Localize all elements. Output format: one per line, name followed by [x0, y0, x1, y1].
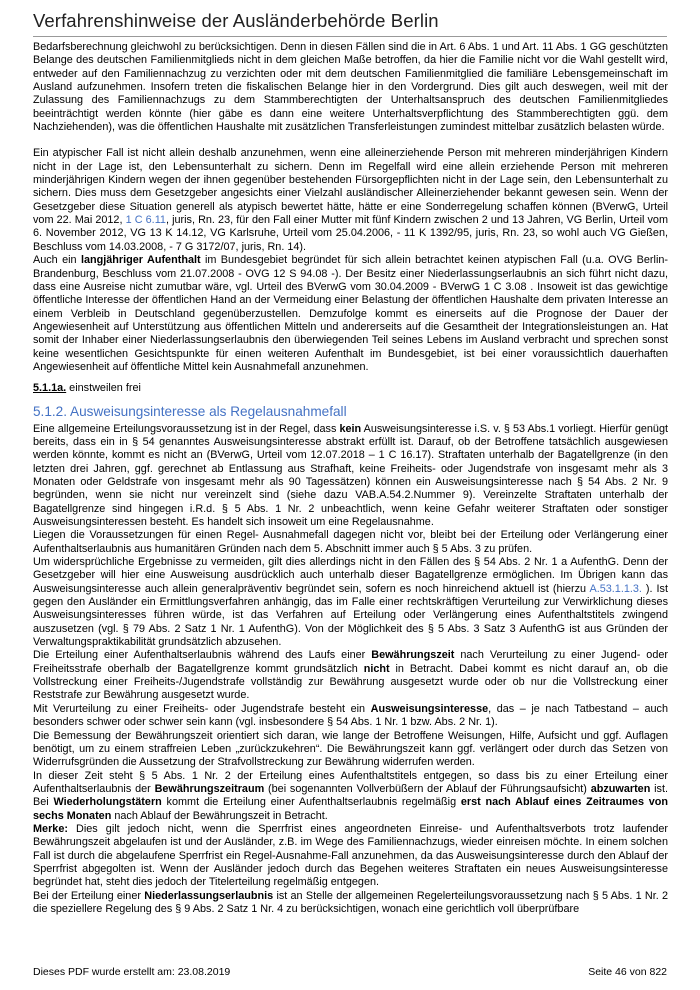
text: , das – je nach Tatbestand – auch besonders schwer oder schwer sein kann (vgl. insbesondere § 54 Abs. 1 Nr. 1 bzw. Abs. 2 Nr. 1). — [33, 702, 668, 729]
page-header — [33, 10, 667, 37]
section-text: einstweilen frei — [66, 382, 141, 395]
text: Eine allgemeine Erteilungsvoraussetzung ist in der Regel, dass — [33, 422, 340, 435]
paragraph-widersprueche — [33, 556, 668, 649]
paragraph-in-dieser-zeit — [33, 770, 668, 823]
text: Mit Verurteilung zu einer Freiheits- oder Jugendstrafe besteht ein — [33, 702, 371, 715]
text: Um widersprüchliche Ergebnisse zu vermeiden, gilt dies allerdings nicht in den Fällen des § 54 Abs. 2 Nr. 1 a AufenthG. Denn der Gesetzgeber will hier eine Ausweisung ausdrücklich auch unterhalb dieser Bagatellgrenze ermöglichen. Im Übrigen kann das Ausweisungsinteresse auch allein generalpräventiv begründet sein, sofern es noch hinreichend aktuell ist (hierzu — [33, 556, 668, 595]
text: Dies gilt jedoch nicht, wenn die Sperrfrist eines angeordneten Einreise- und Aufenthaltsverbots trotz laufender Bewährungszeit abgelaufen ist und der Ausländer, z.B. im Wege des Familiennachzugs, wieder einreisen möchte. In einem solchen Fall ist durch die abgelaufene Sperrfrist ein Regel-Ausnahme-Fall anzunehmen, da das Ausweisungsinteresse durch den Ablauf der Sperrfrist abgegolten ist. Wenn der Ausländer jedoch durch das Begehen weiteres Straftaten ein neues Ausweisungsinteresse begründet hat, steht dies jedoch der Titelerteilung regelmäßig entgegen. — [33, 822, 668, 889]
text: Bei der Erteilung einer — [33, 889, 145, 902]
paragraph-atypischer-fall — [33, 147, 668, 254]
emphasis: Niederlassungserlaubnis — [144, 889, 274, 902]
emphasis: erst nach Ablauf eines Zeitraumes von sechs Monaten — [33, 796, 669, 822]
footer-page-number: Seite 46 von 822 — [588, 966, 667, 978]
text: (bei sogenannten Vollverbüßern der Ablauf der Führungsaufsicht) — [264, 782, 591, 795]
paragraph-bemessung: Die Bemessung der Bewährungszeit orientiert sich daran, wie lange der Betroffene Weisungen, Hilfe, Aufsicht und ggf. Auflagen benötigt, um zu einem straffreien Leben „zurückzukehren“. Die Bewährungszeit kann ggf. verlängert oder durch das Setzen von Widerrufsgründen die Aussetzung der Strafvollstreckung zur Bewährung widerrufen werden. — [33, 729, 668, 769]
paragraph-ausweisungsinteresse — [33, 703, 668, 730]
footer-created-date: Dieses PDF wurde erstellt am: 23.08.2019 — [33, 966, 231, 978]
paragraph-niederlassungserlaubnis — [33, 890, 668, 917]
text: im Bundesgebiet begründet für sich allein betrachtet keinen atypischen Fall (u.a. OVG Berlin-Brandenburg, Beschluss vom 21.07.2008 - OVG 12 S 94.08 -). Der Besitz einer Niederlassungserlaubnis an sich führt nicht dazu, dass eine Ausreise nicht zumutbar wäre, vgl. Urteil des BVerwG vom 30.04.2009 - BVerwG 1 C 3.08 . Insoweit ist das gewichtige öffentliche Interesse der öffentlichen Hand an der Vermeidung einer Belastung der öffentlichen Haushalte dem privaten Interesse an einem Verbleib in Deutschland gegenüberzustellen. Demzufolge kommt es einerseits auf die Prognose der Dauer der Angewiesenheit auf Unterstützung aus öffentlichen Mitteln und andererseits auf die Gesamtheit der Integrationsleistungen an. Hat somit der Inhaber einer Niederlassungserlaubnis den überwiegenden Teil seines Lebens im Ausland verbracht und sprechen sonst keine wesentlichen Gesichtspunkte für einen weiteren Aufenthalt im Bundesgebiet, ist bei einer voraussichtlich dauerhaften Angewiesenheit auf öffentliche Mittel kein Ausnahmefall anzunehmen. — [33, 254, 669, 373]
paragraph-bedarfsberechnung: Bedarfsberechnung gleichwohl zu berücksichtigen. Denn in diesen Fällen sind die in Art. 6 Abs. 1 und Art. 11 Abs. 1 GG geschützten Belange des deutschen Familienmitglieds nicht in dem gleichen Maße betroffen, da hier die Familie nicht vor die Wahl gestellt wird, entweder auf den Familiennachzug zu verzichten oder mit dem deutschen Familienmitglied die familiäre Lebensgemeinschaft im Ausland aufzunehmen. Insofern treten die fiskalischen Belange hier in den Vordergrund. Dies gilt auch deswegen, weil mit der Zulassung des Familiennachzugs zu dem Stammberechtigten der Unterhaltsanspruch des deutschen Familienmitgliedes beeinträchtigt werden könnte (hier gäbe es dann eine weitere Unterhaltsverpflichtung des Stammberechtigten ggü. dem Nachziehenden), was die öffentlichen Haushalte mit zusätzlichen Transferleistungen zumindest mittelbar zusätzlich belasten würde. — [33, 41, 668, 134]
section-heading-512: 5.1.2. Ausweisungsinteresse als Regelausnahmefall — [33, 403, 347, 419]
text: Ausweisungsinteresse i.S. v. § 53 Abs.1 vorliegt. Hierfür genügt bereits, dass ein in § 54 genanntes Ausweisungsinteresse abstrakt erfüllt ist. Darauf, ob der Betroffene tatsächlich ausgewiesen werden könnte, kommt es nicht an (BVerwG, Urteil vom 12.07.2018 – 1 C 16.17). Straftaten unterhalb der Bagatellgrenze (in den letzten drei Jahren, ggf. gerechnet ab Entlassung aus Strafhaft, keine Freiheits- oder Jugendstrafe von insgesamt mehr als 3 Monaten oder Geldstrafe von insgesamt mehr als 90 Tagessätzen) können ein Ausweisungsinteresse nach § 54 Abs. 2 Nr. 9 begründen, wenn sie nicht nur vereinzelt sind (siehe dazu VAB.A.54.2.Nummer 9). Vereinzelte Straftaten unterhalb der Bagatellgrenze sind hingegen i.R.d. § 5 Abs. 1 Nr. 2 unbeachtlich, wenn keine Gefahr weiterer Straftaten oder sonstiger Ausweisungsinteressen besteht. Es handelt sich insoweit um eine Regelausnahme. — [33, 422, 668, 528]
text: Die Erteilung einer Aufenthaltserlaubnis während des Laufs einer — [33, 649, 372, 662]
text: in Betracht. Dabei kommt es nicht darauf an, ob die Vollstreckung einer Freiheits-/Jugendstrafe vollständig zur Bewährung ausgesetzt wurde oder ob nur die Vollstreckung einer Reststrafe zur Bewährung ausgesetzt wurde. — [33, 662, 668, 702]
emphasis: Wiederholungstätern — [53, 796, 162, 809]
emphasis: kein — [339, 422, 362, 435]
text: , juris, Rn. 23, für den Fall einer Mutter mit fünf Kindern zwischen 2 und 13 Jahren, VG Berlin, Urteil vom 6. November 2012, VG 13 K 14.12, VG Karlsruhe, Urteil vom 25.04.2006, - 11 K 1392/95, juris, Rn. 23, so wohl auch VG Gießen, Beschluss vom 14.03.2008, - 7 G 3172/07, juris, Rn. 14). — [33, 214, 668, 253]
section-511a — [33, 382, 668, 395]
paragraph-bewaehrungszeit — [33, 649, 668, 702]
text: In dieser Zeit steht § 5 Abs. 1 Nr. 2 der Erteilung eines Aufenthaltstitels entgegen, so dass bis zu einer Erteilung einer Aufenthaltserlaubnis der — [33, 769, 668, 795]
emphasis: Bewährungszeitraum — [154, 782, 265, 795]
text: ist. Bei — [33, 782, 669, 809]
text: ). Ist gegen den Ausländer ein Ermittlungsverfahren anhängig, das im Falle einer rechtskräftigen Verurteilung zur Verwirklichung dieses Ausweisungsinteresses führen würde, ist das Verfahren auf Erteilung oder Verlängerung eines Aufenthaltstitels zwingend auszusetzen (vgl. § 79 Abs. 2 Satz 1 Nr. 1 AufenthG). Von der Möglichkeit des § 5 Abs. 3 Satz 3 AufenthG ist aus Gründen der Verwaltungspraktikabilität grundsätzlich abzusehen. — [33, 582, 668, 649]
page-title: Verfahrenshinweise der Ausländerbehörde Berlin — [33, 10, 439, 31]
link-a53113[interactable]: A.53.1.1.3. — [589, 582, 642, 595]
paragraph-allgemeine-erteilungsvoraussetzung — [33, 423, 668, 530]
text: Ein atypischer Fall ist nicht allein deshalb anzunehmen, wenn eine alleinerziehende Person mit mehreren minderjährigen Kindern nicht in der Lage ist, den Lebensunterhalt zu sichern. Denn im Regelfall wird eine allein erziehende Person mit mehreren minderjährigen Kindern wegen der ihnen gegenüber bestehenden Fürsorgepflichten nicht in der Lage sein, den Lebensunterhalt zu sichern. Dies muss dem Gesetzgeber angesichts einer Vielzahl ausländischer Alleinerziehender bekannt gewesen sein. Wenn der Gesetzgeber diese Situation generell als atypisch bewertet hätte, hätte er eine Sonderregelung schaffen können (BVerwG, Urteil vom 22. Mai 2012, — [33, 147, 668, 227]
text: nach Ablauf der Bewährungszeit in Betracht. — [111, 809, 328, 822]
emphasis: abzuwarten — [590, 782, 651, 795]
link-1c611[interactable]: 1 C 6.11 — [125, 214, 166, 227]
text: ist an Stelle der allgemeinen Regelerteilungsvoraussetzung nach § 5 Abs. 1 Nr. 2 die speziellere Regelung des § 9 Abs. 2 Satz 1 Nr. 4 zu berücksichtigen, wonach eine gerichtlich voll überprüfbare — [33, 889, 668, 915]
emphasis: langjähriger Aufenthalt — [80, 254, 201, 267]
paragraph-langjaehriger-aufenthalt — [33, 254, 668, 374]
paragraph-regel-ausnahmefall: Liegen die Voraussetzungen für einen Regel- Ausnahmefall dagegen nicht vor, bleibt bei der Erteilung oder Verlängerung einer Aufenthaltserlaubnis aus humanitären Gründen nach dem 5. Abschnitt immer auch § 5 Abs. 3 zu prüfen. — [33, 529, 668, 555]
text: Auch ein — [33, 254, 81, 267]
text: kommt die Erteilung einer Aufenthaltserlaubnis regelmäßig — [161, 796, 461, 809]
emphasis: nicht — [363, 662, 390, 675]
text: nach Verurteilung zu einer Jugend- oder Freiheitsstrafe oberhalb der Bagatellgrenze kommt grundsätzlich — [33, 649, 669, 675]
paragraph-merke — [33, 823, 668, 890]
section-number: 5.1.1a. — [33, 382, 67, 395]
emphasis: Merke: — [33, 822, 68, 835]
document-body — [33, 41, 668, 916]
emphasis: Ausweisungsinteresse — [370, 702, 489, 715]
emphasis: Bewährungszeit — [371, 649, 455, 662]
page-footer — [33, 966, 667, 978]
